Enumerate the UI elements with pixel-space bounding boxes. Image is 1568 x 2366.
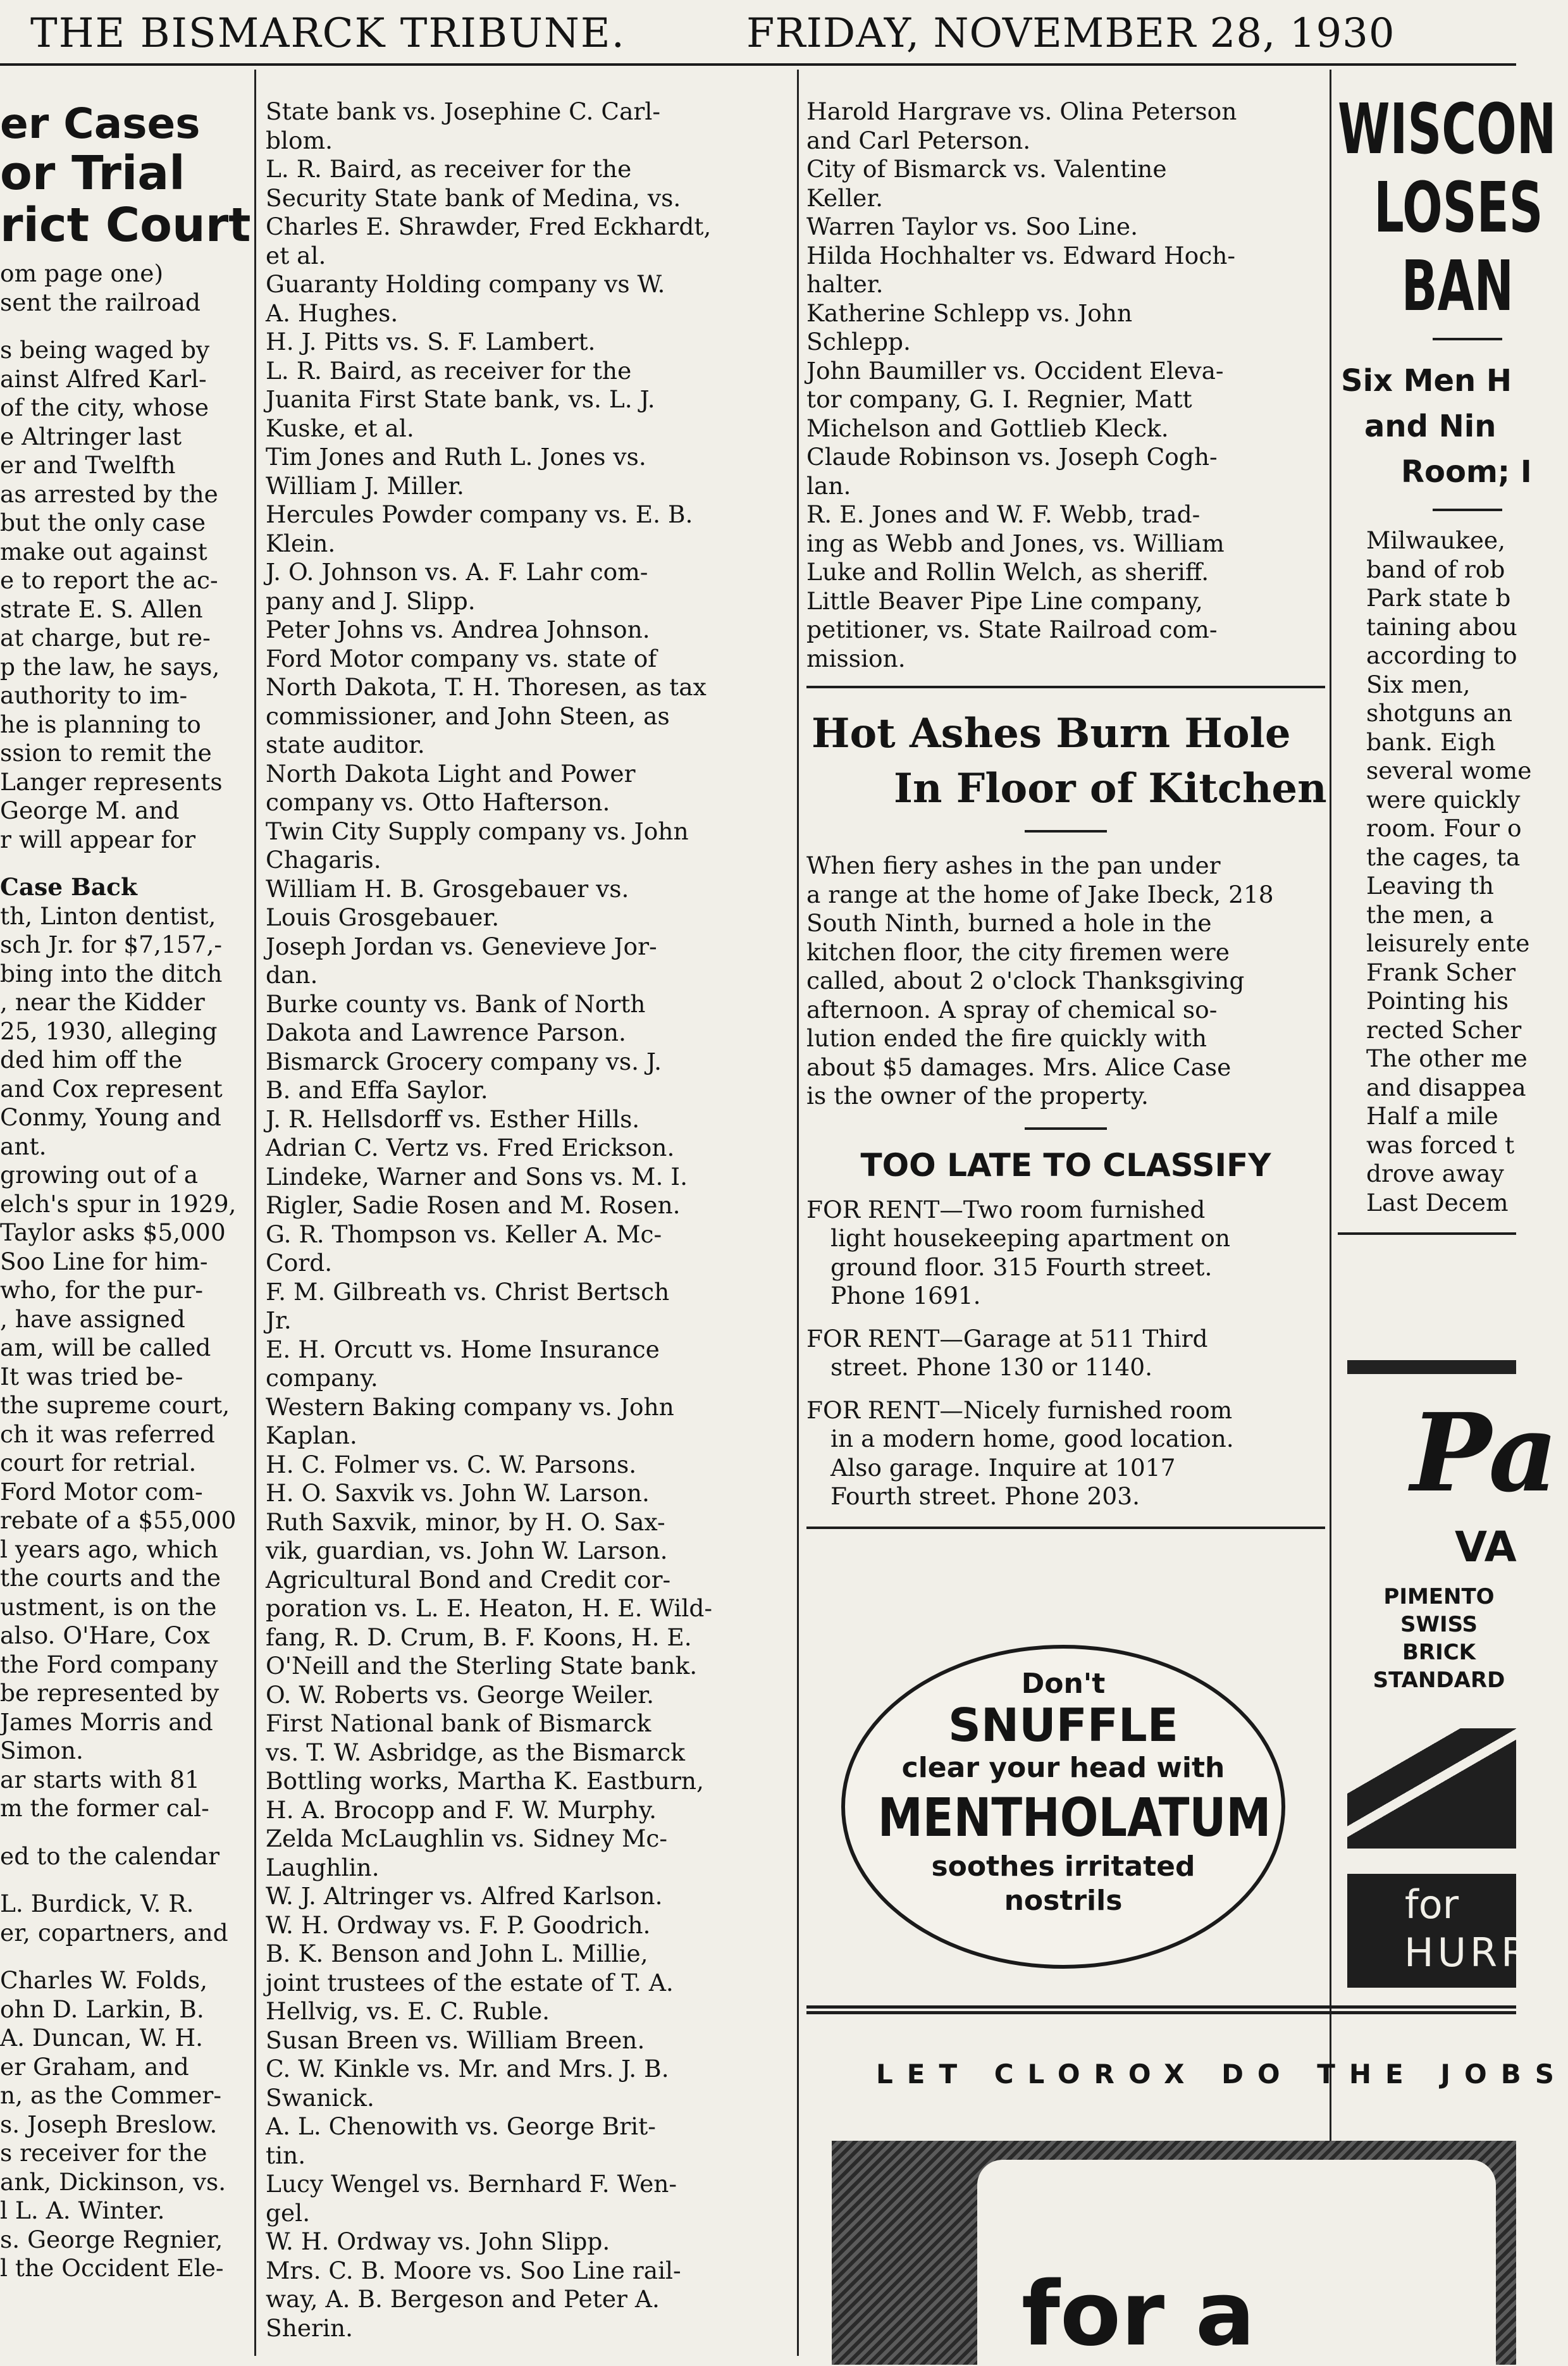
separator	[1338, 1232, 1516, 1235]
ad-brand-script: Pa	[1411, 1390, 1559, 1516]
text-line: am, will be called	[0, 1334, 211, 1361]
case-line: A. L. Chenowith vs. George Brit-	[266, 2112, 656, 2140]
story-line: band of rob	[1366, 555, 1505, 583]
case-line: Keller.	[806, 183, 884, 212]
case-line: J. O. Johnson vs. A. F. Lahr com-	[266, 558, 648, 586]
text-line: the courts and the	[0, 1564, 221, 1592]
headline-line: BAN	[1401, 245, 1514, 326]
case-line: F. M. Gilbreath vs. Christ Bertsch	[266, 1277, 670, 1306]
case-line: Juanita First State bank, vs. L. J.	[266, 385, 655, 413]
story-line: and disappea	[1366, 1073, 1526, 1101]
text-line: strate E. S. Allen	[0, 595, 203, 623]
text-line: Case Back	[0, 873, 137, 901]
story-line: kitchen floor, the city firemen were	[806, 938, 1230, 966]
case-line: O'Neill and the Sterling State bank.	[266, 1652, 698, 1680]
column-rule	[254, 70, 256, 2356]
text-line	[0, 1871, 250, 1890]
deck-line: and Nin	[1364, 409, 1497, 444]
case-line: J. R. Hellsdorff vs. Esther Hills.	[266, 1105, 640, 1133]
case-line: W. J. Altringer vs. Alfred Karlson.	[266, 1882, 663, 1910]
text-line	[0, 1947, 250, 1966]
case-line: Hellvig, vs. E. C. Ruble.	[266, 1997, 550, 2025]
headline-line: or Trial	[0, 146, 185, 201]
story-line: leisurely ente	[1366, 929, 1530, 957]
classified-line: Phone 1691.	[830, 1282, 981, 1310]
robbery-story	[1338, 526, 1532, 1217]
case-line: Agricultural Bond and Credit cor-	[266, 1565, 671, 1594]
text-line: rebate of a $55,000	[0, 1506, 237, 1534]
text-line: er, copartners, and	[0, 1918, 228, 1947]
cheese-item: SWISS	[1400, 1612, 1478, 1637]
headline-line: In Floor of Kitchen	[894, 765, 1327, 812]
case-line: Western Baking company vs. John	[266, 1392, 674, 1421]
story-line: lution ended the fire quickly with	[806, 1024, 1207, 1052]
case-line: North Dakota Light and Power	[266, 759, 636, 788]
text-line: be represented by	[0, 1679, 219, 1707]
issue-date: FRIDAY, NOVEMBER 28, 1930	[746, 10, 1395, 57]
text-line: he is planning to	[0, 710, 201, 738]
text-line: ed to the calendar	[0, 1842, 220, 1870]
text-line	[0, 317, 250, 336]
text-line: l years ago, which	[0, 1535, 218, 1563]
classified-line: FOR RENT—Two room furnished	[806, 1195, 1206, 1223]
case-line: Katherine Schlepp vs. John	[806, 299, 1133, 327]
separator	[806, 1527, 1325, 1529]
text-line: make out against	[0, 537, 207, 566]
text-line: but the only case	[0, 509, 206, 536]
story-line: called, about 2 o'clock Thanksgiving	[806, 967, 1245, 994]
text-line: elch's spur in 1929,	[0, 1189, 237, 1218]
case-line: Ford Motor company vs. state of	[266, 644, 657, 672]
story-line: the cages, ta	[1366, 843, 1521, 871]
text-line: e Altringer last	[0, 422, 182, 450]
case-line: commissioner, and John Steen, as	[266, 702, 670, 730]
case-line: Klein.	[266, 529, 336, 557]
text-line: Simon.	[0, 1737, 83, 1764]
column-rule	[797, 70, 799, 2356]
text-line: George M. and	[0, 796, 180, 824]
case-line: Chagaris.	[266, 846, 381, 874]
case-line: City of Bismarck vs. Valentine	[806, 155, 1167, 183]
case-line: ing as Webb and Jones, vs. William	[806, 529, 1225, 557]
clorox-tagline: LET CLOROX DO THE JOBS	[876, 2059, 1568, 2090]
case-line: mission.	[806, 644, 906, 672]
case-line: Peter Johns vs. Andrea Johnson.	[266, 616, 650, 643]
case-line: Ruth Saxvik, minor, by H. O. Sax-	[266, 1508, 665, 1536]
text-line: the Ford company	[0, 1650, 218, 1678]
column-calendar-list	[266, 70, 791, 2356]
text-line: A. Duncan, W. H.	[0, 2024, 204, 2052]
headline-line: rict Court	[0, 198, 251, 252]
text-line	[0, 854, 250, 873]
ad-line: nostrils	[1004, 1885, 1123, 1917]
story-line: Six men,	[1366, 670, 1471, 698]
case-line: Harold Hargrave vs. Olina Peterson	[806, 97, 1237, 125]
case-line: Mrs. C. B. Moore vs. Soo Line rail-	[266, 2256, 681, 2284]
case-line: E. H. Orcutt vs. Home Insurance	[266, 1335, 660, 1363]
case-line: H. O. Saxvik vs. John W. Larson.	[266, 1479, 650, 1507]
story-line: Frank Scher	[1366, 958, 1516, 986]
story-line: according to	[1366, 641, 1517, 669]
mentholatum-ad	[841, 1645, 1285, 1969]
story-line: The other me	[1366, 1044, 1528, 1072]
text-line: th, Linton dentist,	[0, 901, 216, 930]
case-line: H. J. Pitts vs. S. F. Lambert.	[266, 328, 596, 356]
story-line: were quickly	[1366, 785, 1521, 814]
short-rule	[1025, 830, 1107, 833]
robbery-headline	[1338, 89, 1557, 326]
text-line: ainst Alfred Karl-	[0, 364, 207, 393]
case-line: halter.	[806, 270, 884, 298]
text-line: om page one)	[0, 259, 164, 287]
masthead	[0, 0, 1516, 66]
case-line: First National bank of Bismarck	[266, 1709, 651, 1737]
case-line: Louis Grosgebauer.	[266, 903, 500, 931]
court-story	[0, 259, 250, 2283]
text-line: ustment, is on the	[0, 1592, 217, 1621]
case-line: vs. T. W. Asbridge, as the Bismarck	[266, 1738, 685, 1766]
case-line: Hilda Hochhalter vs. Edward Hoch-	[806, 241, 1236, 269]
case-line: Dakota and Lawrence Parson.	[266, 1019, 626, 1046]
case-line: Joseph Jordan vs. Genevieve Jor-	[266, 932, 657, 960]
short-rule	[1025, 1127, 1107, 1130]
case-line: vik, guardian, vs. John W. Larson.	[266, 1537, 668, 1564]
case-line: Little Beaver Pipe Line company,	[806, 586, 1203, 615]
text-line: and Cox represent	[0, 1074, 223, 1103]
ad-hurry: HURRY	[1404, 1929, 1558, 1976]
text-line: Langer represents	[0, 767, 223, 796]
case-line: Laughlin.	[266, 1853, 380, 1881]
mountain-graphic	[1347, 1728, 1516, 1849]
text-line: Soo Line for him-	[0, 1247, 208, 1275]
case-line: Claude Robinson vs. Joseph Cogh-	[806, 443, 1218, 471]
story-line: South Ninth, burned a hole in the	[806, 909, 1212, 937]
story-line: When fiery ashes in the pan under	[806, 852, 1221, 879]
case-line: poration vs. L. E. Heaton, H. E. Wild-	[266, 1594, 712, 1622]
text-line: ded him off the	[0, 1046, 183, 1074]
text-line: , have assigned	[0, 1304, 185, 1333]
headline-line: WISCON	[1338, 89, 1557, 170]
text-line: ohn D. Larkin, B.	[0, 1995, 204, 2023]
classified-ad	[806, 1196, 1325, 1311]
story-line: bank. Eigh	[1366, 728, 1496, 756]
case-line: Michelson and Gottlieb Kleck.	[806, 414, 1169, 442]
case-line: tin.	[266, 2141, 306, 2169]
text-line: l L. A. Winter.	[0, 2196, 165, 2224]
case-line: pany and J. Slipp.	[266, 586, 476, 615]
text-line: growing out of a	[0, 1161, 199, 1189]
story-line: was forced t	[1366, 1130, 1515, 1159]
story-line: afternoon. A spray of chemical so-	[806, 995, 1218, 1024]
story-line: drove away	[1366, 1160, 1504, 1187]
cheese-list	[1373, 1583, 1505, 1694]
cheese-item: STANDARD	[1373, 1668, 1505, 1693]
story-line: rected Scher	[1366, 1015, 1522, 1044]
classified-line: FOR RENT—Garage at 511 Third	[806, 1324, 1208, 1353]
case-line: C. W. Kinkle vs. Mr. and Mrs. J. B.	[266, 2055, 669, 2083]
short-rule	[1433, 509, 1502, 511]
case-line: H. C. Folmer vs. C. W. Parsons.	[266, 1450, 637, 1478]
case-line: William J. Miller.	[266, 471, 464, 500]
case-line: L. R. Baird, as receiver for the	[266, 356, 632, 385]
case-line: John Baumiller vs. Occident Eleva-	[806, 356, 1224, 385]
classified-line: Fourth street. Phone 203.	[830, 1482, 1140, 1510]
text-line: bing into the ditch	[0, 959, 223, 988]
story-line: shotguns an	[1366, 699, 1513, 727]
case-line: lan.	[806, 471, 851, 500]
paper-name: THE BISMARCK TRIBUNE.	[30, 10, 626, 57]
column-bank-robbery	[1338, 70, 1557, 1329]
case-line: tor company, G. I. Regnier, Matt	[806, 385, 1192, 413]
text-line: r will appear for	[0, 825, 195, 853]
text-line: n, as the Commer-	[0, 2081, 222, 2109]
case-line: Adrian C. Vertz vs. Fred Erickson.	[266, 1134, 675, 1161]
case-line: Jr.	[266, 1306, 292, 1334]
text-line: authority to im-	[0, 681, 188, 709]
text-line: ank, Dickinson, vs.	[0, 2167, 226, 2196]
text-line: e to report the ac-	[0, 566, 218, 594]
text-line: ar starts with 81	[0, 1765, 200, 1793]
story-line: room. Four o	[1366, 814, 1522, 842]
clorox-headline: for a	[1022, 2263, 1256, 2366]
text-line: as arrested by the	[0, 480, 218, 508]
story-line: Park state b	[1366, 584, 1511, 612]
case-line: William H. B. Grosgebauer vs.	[266, 874, 629, 903]
case-line: Hercules Powder company vs. E. B.	[266, 500, 693, 528]
text-line: 25, 1930, alleging	[0, 1017, 218, 1045]
case-line: company.	[266, 1364, 378, 1392]
case-line: Twin City Supply company vs. John	[266, 817, 689, 845]
classified-ad	[806, 1325, 1325, 1382]
case-line: Susan Breen vs. William Breen.	[266, 2026, 645, 2054]
story-line: a range at the home of Jake Ibeck, 218	[806, 880, 1274, 908]
case-line: state auditor.	[266, 731, 425, 759]
text-line: who, for the pur-	[0, 1276, 204, 1304]
text-line: er Graham, and	[0, 2052, 189, 2081]
text-line: ch it was referred	[0, 1420, 215, 1448]
case-line: State bank vs. Josephine C. Carl-	[266, 97, 661, 125]
classified-line: Also garage. Inquire at 1017	[830, 1453, 1176, 1482]
ad-line: soothes irritated	[931, 1850, 1195, 1883]
calendar-list	[266, 97, 791, 2343]
classified-heading: TOO LATE TO CLASSIFY	[860, 1146, 1271, 1184]
deck-line: Six Men H	[1341, 363, 1512, 399]
deck-line: Room; I	[1401, 454, 1532, 490]
text-line	[0, 1823, 250, 1842]
text-line: s receiver for the	[0, 2139, 207, 2167]
case-line: Bismarck Grocery company vs. J.	[266, 1047, 662, 1075]
ad-for: for	[1404, 1881, 1459, 1928]
cheese-ad	[1347, 1360, 1559, 1988]
case-line: Cord.	[266, 1249, 333, 1277]
text-line: court for retrial.	[0, 1449, 197, 1477]
story-line: taining abou	[1366, 612, 1517, 641]
story-line: about $5 damages. Mrs. Alice Case	[806, 1053, 1232, 1081]
text-line: l the Occident Ele-	[0, 2254, 224, 2282]
case-line: H. A. Brocopp and F. W. Murphy.	[266, 1795, 657, 1824]
text-line: James Morris and	[0, 1707, 213, 1736]
ad-line: SNUFFLE	[948, 1699, 1178, 1752]
case-line: company vs. Otto Hafterson.	[266, 788, 610, 816]
case-line: Rigler, Sadie Rosen and M. Rosen.	[266, 1191, 681, 1219]
text-line: Conmy, Young and	[0, 1103, 221, 1131]
case-line: Sherin.	[266, 2313, 354, 2342]
separator	[806, 686, 1325, 688]
case-line: et al.	[266, 241, 326, 269]
classified-line: light housekeeping apartment on	[830, 1224, 1230, 1252]
cheese-item: BRICK	[1402, 1640, 1476, 1665]
text-line: , near the Kidder	[0, 988, 205, 1016]
text-line: s. Joseph Breslow.	[0, 2110, 218, 2138]
story-line: Last Decem	[1366, 1188, 1509, 1217]
case-line: fang, R. D. Crum, B. F. Koons, H. E.	[266, 1623, 692, 1651]
case-line: blom.	[266, 126, 333, 154]
story-line: Milwaukee,	[1366, 526, 1506, 554]
text-line: s. George Regnier,	[0, 2225, 223, 2253]
case-line: dan.	[266, 961, 318, 989]
short-rule	[1433, 338, 1502, 340]
case-line: North Dakota, T. H. Thoresen, as tax	[266, 673, 707, 701]
calendar-list-continued	[806, 97, 1325, 673]
text-line: Ford Motor com-	[0, 1477, 203, 1506]
case-line: Kaplan.	[266, 1421, 357, 1449]
case-line: petitioner, vs. State Railroad com-	[806, 616, 1218, 643]
case-line: Tim Jones and Ruth L. Jones vs.	[266, 443, 646, 471]
clorox-ad	[806, 2005, 1568, 2366]
case-line: Burke county vs. Bank of North	[266, 989, 646, 1018]
text-line: ant.	[0, 1132, 47, 1160]
story-line: several wome	[1366, 757, 1532, 784]
text-line: It was tried be-	[0, 1362, 183, 1390]
text-line: s being waged by	[0, 336, 210, 364]
case-line: W. H. Ordway vs. F. P. Goodrich.	[266, 1911, 651, 1939]
case-line: L. R. Baird, as receiver for the	[266, 155, 632, 183]
text-line: Taylor asks $5,000	[0, 1218, 226, 1246]
fire-headline	[806, 706, 1325, 816]
case-line: joint trustees of the estate of T. A.	[266, 1968, 674, 1997]
case-line: and Carl Peterson.	[806, 126, 1031, 154]
headline-line: er Cases	[0, 99, 201, 148]
text-line: sch Jr. for $7,157,-	[0, 931, 223, 958]
cheese-item: PIMENTO	[1383, 1584, 1495, 1609]
fire-story	[806, 852, 1325, 1111]
classified-line: ground floor. 315 Fourth street.	[830, 1253, 1213, 1281]
case-line: B. K. Benson and John L. Millie,	[266, 1940, 648, 1967]
text-line: m the former cal-	[0, 1794, 209, 1822]
classified-line: in a modern home, good location.	[830, 1425, 1234, 1452]
story-line: Half a mile	[1366, 1102, 1498, 1130]
case-line: G. R. Thompson vs. Keller A. Mc-	[266, 1220, 662, 1248]
text-line: also. O'Hare, Cox	[0, 1621, 210, 1649]
hurry-box	[1347, 1874, 1558, 1988]
text-line: L. Burdick, V. R.	[0, 1890, 194, 1917]
story-line: the men, a	[1366, 900, 1494, 929]
case-line: Lucy Wengel vs. Bernhard F. Wen-	[266, 2170, 677, 2198]
case-line: W. H. Ordway vs. John Slipp.	[266, 2227, 610, 2255]
case-line: Warren Taylor vs. Soo Line.	[806, 213, 1139, 240]
column-court-cases	[0, 70, 250, 2356]
ad-brand: MENTHOLATUM	[877, 1787, 1271, 1849]
ad-line: Don't	[1021, 1668, 1106, 1700]
case-line: Security State bank of Medina, vs.	[266, 183, 681, 212]
case-line: Charles E. Shrawder, Fred Eckhardt,	[266, 213, 712, 240]
text-line: of the city, whose	[0, 393, 209, 421]
case-line: Kuske, et al.	[266, 414, 414, 442]
case-line: gel.	[266, 2198, 311, 2227]
classifieds	[806, 1196, 1325, 1511]
story-line: Leaving th	[1366, 872, 1494, 900]
text-line: ssion to remit the	[0, 739, 212, 767]
text-line: Charles W. Folds,	[0, 1966, 208, 1994]
case-line: Luke and Rollin Welch, as sheriff.	[806, 558, 1209, 586]
case-line: B. and Effa Saylor.	[266, 1076, 488, 1104]
case-line: R. E. Jones and W. F. Webb, trad-	[806, 500, 1201, 528]
headline-line: Hot Ashes Burn Hole	[812, 710, 1291, 757]
case-line: Swanick.	[266, 2083, 374, 2112]
headline-line: LOSES	[1374, 167, 1543, 248]
case-line: Guaranty Holding company vs W.	[266, 270, 665, 298]
case-line: Zelda McLaughlin vs. Sidney Mc-	[266, 1824, 668, 1852]
text-line: at charge, but re-	[0, 624, 211, 652]
ad-line: clear your head with	[901, 1752, 1225, 1784]
classified-line: street. Phone 130 or 1140.	[830, 1353, 1153, 1381]
court-headline	[0, 100, 250, 252]
text-line: p the law, he says,	[0, 652, 220, 681]
story-line: Pointing his	[1366, 987, 1509, 1015]
text-line: er and Twelfth	[0, 451, 176, 479]
case-line: A. Hughes.	[266, 299, 398, 327]
text-line: sent the railroad	[0, 288, 201, 316]
case-line: O. W. Roberts vs. George Weiler.	[266, 1680, 655, 1709]
classified-ad	[806, 1396, 1325, 1511]
robbery-deck	[1338, 358, 1532, 495]
case-line: Lindeke, Warner and Sons vs. M. I.	[266, 1162, 688, 1191]
case-line: way, A. B. Bergeson and Peter A.	[266, 2285, 660, 2313]
case-line: Schlepp.	[806, 328, 911, 356]
story-line: is the owner of the property.	[806, 1082, 1149, 1110]
ad-sub: VA	[1455, 1523, 1517, 1571]
text-line: the supreme court,	[0, 1391, 230, 1419]
classified-line: FOR RENT—Nicely furnished room	[806, 1396, 1233, 1424]
case-line: Bottling works, Martha K. Eastburn,	[266, 1767, 704, 1795]
